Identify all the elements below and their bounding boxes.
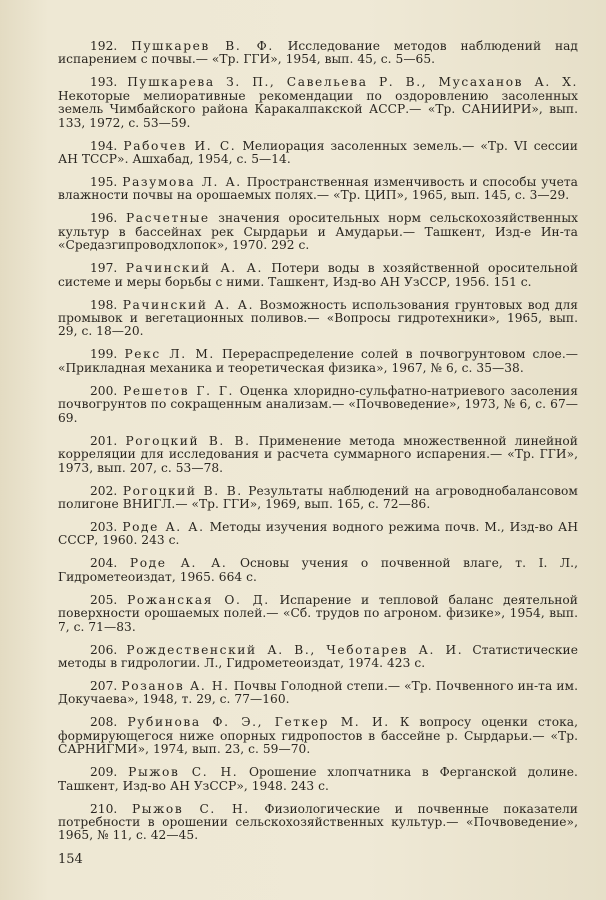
entry-number: 200. <box>90 383 118 398</box>
bibliography-entry <box>58 299 578 339</box>
entry-text: Применение метода множественной линейной корреляции для исследования и расчета суммарного испарения.— «Тр. ГГИ», 1973, вып. 207, с. 53—78. <box>58 433 578 475</box>
page-number: 154 <box>58 852 83 867</box>
entry-text: Испарение и тепловой баланс деятельной поверхности орошаемых полей.— «Сб. трудов по агроном. физике», 1954, вып. 7, с. 71—83. <box>58 592 578 634</box>
entry-text: Статистические методы в гидрологии. Л., Гидрометеоиздат, 1974. 423 с. <box>58 642 578 670</box>
entry-text: Орошение хлопчатника в Ферганской долине. Ташкент, Изд-во АН УзССР», 1948. 243 с. <box>58 765 578 793</box>
entry-text: Физиологические и почвенные показатели потребности в орошении сельскохозяйственных культур.— «Почвоведение», 1965, № 11, с. 42—45. <box>58 801 578 843</box>
entry-author: Расчетные <box>125 211 210 226</box>
entry-author: Пушкарев В. Ф. <box>131 39 274 53</box>
bibliography-entry <box>58 594 578 634</box>
entry-author: Разумова Л. А. <box>122 175 242 190</box>
entry-number: 209. <box>90 765 118 780</box>
entry-number: 207. <box>90 678 118 693</box>
entry-text: Пространственная изменчивость и способы учета влажности почвы на орошаемых полях.— «Тр. ЦИП», 1965, вып. 145, с. 3—29. <box>58 175 578 203</box>
entry-number: 195. <box>90 175 118 190</box>
bibliography-list <box>58 40 578 852</box>
entry-number: 199. <box>90 347 118 362</box>
entry-author: Рогоцкий В. В. <box>125 433 251 448</box>
entry-text: значения оросительных норм сельскохозяйственных культур в бассейнах рек Сырдарьи и Амударьи.— Ташкент, Изд-е Ин-та «Средазгипроводхлопок», 1970. 292 с. <box>58 211 578 253</box>
entry-number: 194. <box>90 138 118 153</box>
entry-number: 196. <box>90 211 118 226</box>
bibliography-entry <box>58 262 578 289</box>
bibliography-entry <box>58 680 578 707</box>
bibliography-entry <box>58 348 578 375</box>
entry-text: Основы учения о почвенной влаге, т. I. Л., Гидрометеоиздат, 1965. 664 с. <box>58 556 578 584</box>
bibliography-entry <box>58 385 578 425</box>
entry-number: 198. <box>90 297 118 312</box>
entry-author: Рекс Л. М. <box>124 347 215 362</box>
entry-number: 197. <box>90 261 118 276</box>
bibliography-entry <box>58 176 578 203</box>
bibliography-entry <box>58 557 578 584</box>
entry-author: Рачинский А. А. <box>125 261 263 276</box>
bibliography-entry <box>58 76 578 130</box>
entry-author: Рождественский А. В., Чеботарев А. И. <box>126 642 464 657</box>
entry-number: 208. <box>90 715 118 730</box>
bibliography-entry <box>58 40 578 67</box>
entry-text: Исследование методов наблюдений над испарением с почвы.— «Тр. ГГИ», 1954, вып. 45, с. 5—65. <box>58 39 578 67</box>
bibliography-entry <box>58 485 578 512</box>
entry-number: 205. <box>90 592 118 607</box>
entry-author: Роде А. А. <box>122 519 205 534</box>
bibliography-entry <box>58 521 578 548</box>
bibliography-entry <box>58 716 578 756</box>
entry-author: Роде А. А. <box>129 556 228 571</box>
bibliography-entry <box>58 803 578 843</box>
entry-author: Рубинова Ф. Э., Геткер М. И. <box>127 715 390 730</box>
entry-number: 206. <box>90 642 118 657</box>
entry-text: Возможность использования грунтовых вод для промывок и вегетационных поливов.— «Вопросы гидротехники», 1965, вып. 29, с. 18—20. <box>58 297 579 339</box>
bibliography-entry <box>58 644 578 671</box>
entry-author: Рожанская О. Д. <box>127 592 270 607</box>
entry-number: 203. <box>90 519 118 534</box>
entry-text: Некоторые мелиоративные рекомендации по оздоровлению засоленных земель Чимбайского района Каракалпакской АССР.— «Тр. САНИИРИ», вып. 133, 1972, с. 53—59. <box>58 88 578 130</box>
entry-number: 210. <box>90 801 118 816</box>
entry-text: Потери воды в хозяйственной оросительной системе и меры борьбы с ними. Ташкент, Изд-во АН УзССР, 1956. 151 с. <box>58 261 578 289</box>
entry-author: Рыжов С. Н. <box>128 765 239 780</box>
bibliography-entry <box>58 140 578 167</box>
entry-author: Решетов Г. Г. <box>123 383 234 398</box>
entry-number: 202. <box>90 483 118 498</box>
entry-author: Розанов А. Н. <box>121 678 230 693</box>
entry-number: 192. <box>90 39 118 53</box>
entry-author: Пушкарева З. П., Савельева Р. В., Мусаханов А. Х. <box>127 75 578 90</box>
entry-author: Рыжов С. Н. <box>131 801 250 816</box>
entry-author: Рачинский А. А. <box>122 297 255 312</box>
bibliography-entry <box>58 435 578 475</box>
entry-text: К вопросу оценки стока, формирующегося ниже опорных гидропостов в бассейне р. Сырдарьи.— «Тр. САРНИГМИ», 1974, вып. 23, с. 59—70. <box>58 715 578 757</box>
entry-text: Результаты наблюдений на агроводнобалансовом полигоне ВНИГЛ.— «Тр. ГГИ», 1969, вып. 165, с. 72—86. <box>58 483 578 511</box>
entry-number: 204. <box>90 556 118 571</box>
bibliography-entry <box>58 766 578 793</box>
bibliography-entry <box>58 212 578 252</box>
entry-text: Методы изучения водного режима почв. М., Изд-во АН СССР, 1960. 243 с. <box>58 519 578 548</box>
entry-text: Почвы Голодной степи.— «Тр. Почвенного ин-та им. Докучаева», 1948, т. 29, с. 77—160. <box>58 678 578 707</box>
entry-number: 193. <box>90 75 118 90</box>
entry-author: Рогоцкий В. В. <box>122 483 243 498</box>
entry-text: Перераспределение солей в почвогрунтовом слое.— «Прикладная механика и теоретическая физика», 1967, № 6, с. 35—38. <box>58 347 578 375</box>
entry-text: Мелиорация засоленных земель.— «Тр. VI сессии АН ТССР». Ашхабад, 1954, с. 5—14. <box>58 138 578 167</box>
entry-text: Оценка хлоридно-сульфатно-натриевого засоления почвогрунтов по сокращенным анализам.— «Почвоведение», 1973, № 6, с. 67—69. <box>58 383 578 425</box>
entry-author: Рабочев И. С. <box>123 138 237 153</box>
entry-number: 201. <box>90 433 118 448</box>
